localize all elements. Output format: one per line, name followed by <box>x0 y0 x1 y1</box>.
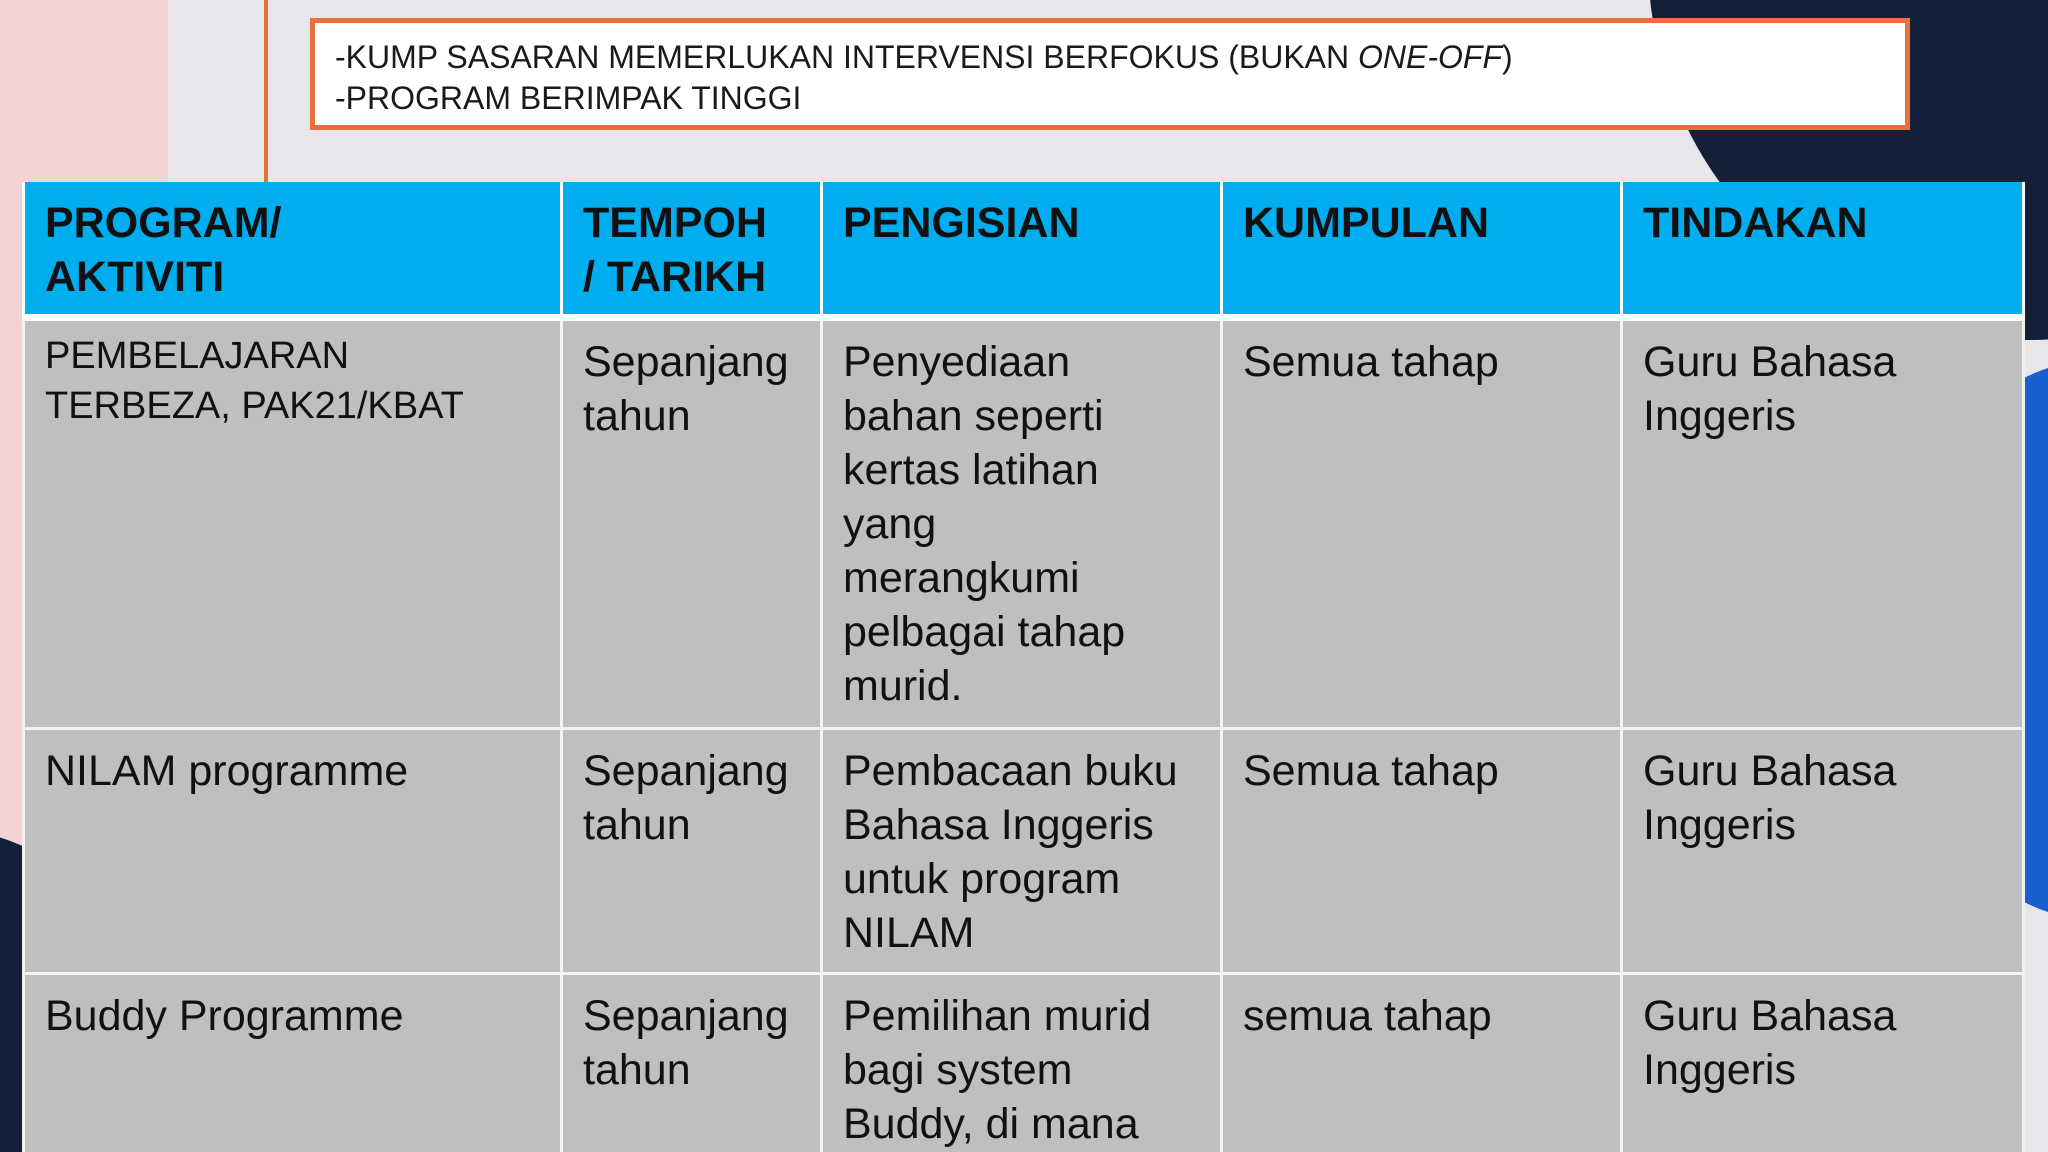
cell-tindakan <box>1622 729 2024 974</box>
cell-text: Pembacaan buku <box>843 747 1178 795</box>
table-row <box>24 974 2024 1152</box>
cell-tempoh <box>562 318 822 729</box>
cell-text: Guru Bahasa <box>1643 747 1897 795</box>
cell-text: Sepanjang <box>583 338 789 386</box>
cell-text: Pemilihan murid <box>843 992 1152 1040</box>
cell-text: bahan seperti <box>843 392 1104 440</box>
cell-text: kertas latihan <box>843 446 1099 494</box>
callout-line-1-emphasis: ONE-OFF <box>1358 39 1502 75</box>
cell-text: tahun <box>583 801 691 849</box>
cell-text: Inggeris <box>1643 1046 1796 1094</box>
header-tempoh-line-2: / TARIKH <box>583 253 767 301</box>
callout-box <box>310 18 1910 130</box>
cell-tempoh <box>562 974 822 1152</box>
callout-line-1-suffix: ) <box>1502 39 1513 75</box>
cell-program: Buddy Programme <box>24 974 562 1152</box>
cell-text: Guru Bahasa <box>1643 992 1897 1040</box>
cell-text: murid. <box>843 662 963 710</box>
cell-text: tahun <box>583 392 691 440</box>
cell-text: Guru Bahasa <box>1643 338 1897 386</box>
header-program-line-2: AKTIVITI <box>45 253 225 301</box>
cell-pengisian <box>822 974 1222 1152</box>
header-tindakan: TINDAKAN <box>1622 182 2024 318</box>
cell-pengisian <box>822 729 1222 974</box>
program-table-container <box>22 182 2022 1152</box>
cell-text: untuk program <box>843 855 1121 903</box>
table-row <box>24 318 2024 729</box>
cell-program <box>24 318 562 729</box>
cell-text: yang <box>843 500 937 548</box>
program-table <box>22 182 2025 1152</box>
cell-text: tahun <box>583 1046 691 1094</box>
cell-kumpulan: Semua tahap <box>1222 318 1622 729</box>
callout-line-1 <box>335 37 1885 78</box>
cell-text: Sepanjang <box>583 992 789 1040</box>
cell-kumpulan: semua tahap <box>1222 974 1622 1152</box>
callout-line-2: -PROGRAM BERIMPAK TINGGI <box>335 80 802 116</box>
cell-tindakan <box>1622 974 2024 1152</box>
cell-pengisian <box>822 318 1222 729</box>
table-row <box>24 729 2024 974</box>
header-tempoh-line-1: TEMPOH <box>583 199 767 247</box>
cell-text: Buddy, di mana <box>843 1100 1139 1148</box>
header-program <box>24 182 562 318</box>
cell-text: Inggeris <box>1643 392 1796 440</box>
cell-program: NILAM programme <box>24 729 562 974</box>
callout-line-1-prefix: -KUMP SASARAN MEMERLUKAN INTERVENSI BERFOKUS (BUKAN <box>335 39 1359 75</box>
cell-text: Penyediaan <box>843 338 1071 386</box>
cell-kumpulan: Semua tahap <box>1222 729 1622 974</box>
table-header-row <box>24 182 2024 318</box>
cell-tempoh <box>562 729 822 974</box>
header-program-line-1: PROGRAM/ <box>45 199 282 247</box>
cell-text: Bahasa Inggeris <box>843 801 1154 849</box>
header-tempoh <box>562 182 822 318</box>
cell-text: PEMBELAJARAN <box>45 335 350 377</box>
cell-text: NILAM <box>843 909 975 957</box>
cell-text: TERBEZA, PAK21/KBAT <box>45 385 464 427</box>
cell-text: merangkumi <box>843 554 1080 602</box>
cell-tindakan <box>1622 318 2024 729</box>
cell-text: pelbagai tahap <box>843 608 1126 656</box>
cell-text: bagi system <box>843 1046 1073 1094</box>
cell-text: Sepanjang <box>583 747 789 795</box>
decorative-orange-line <box>264 0 268 184</box>
header-kumpulan: KUMPULAN <box>1222 182 1622 318</box>
cell-text: Inggeris <box>1643 801 1796 849</box>
header-pengisian: PENGISIAN <box>822 182 1222 318</box>
